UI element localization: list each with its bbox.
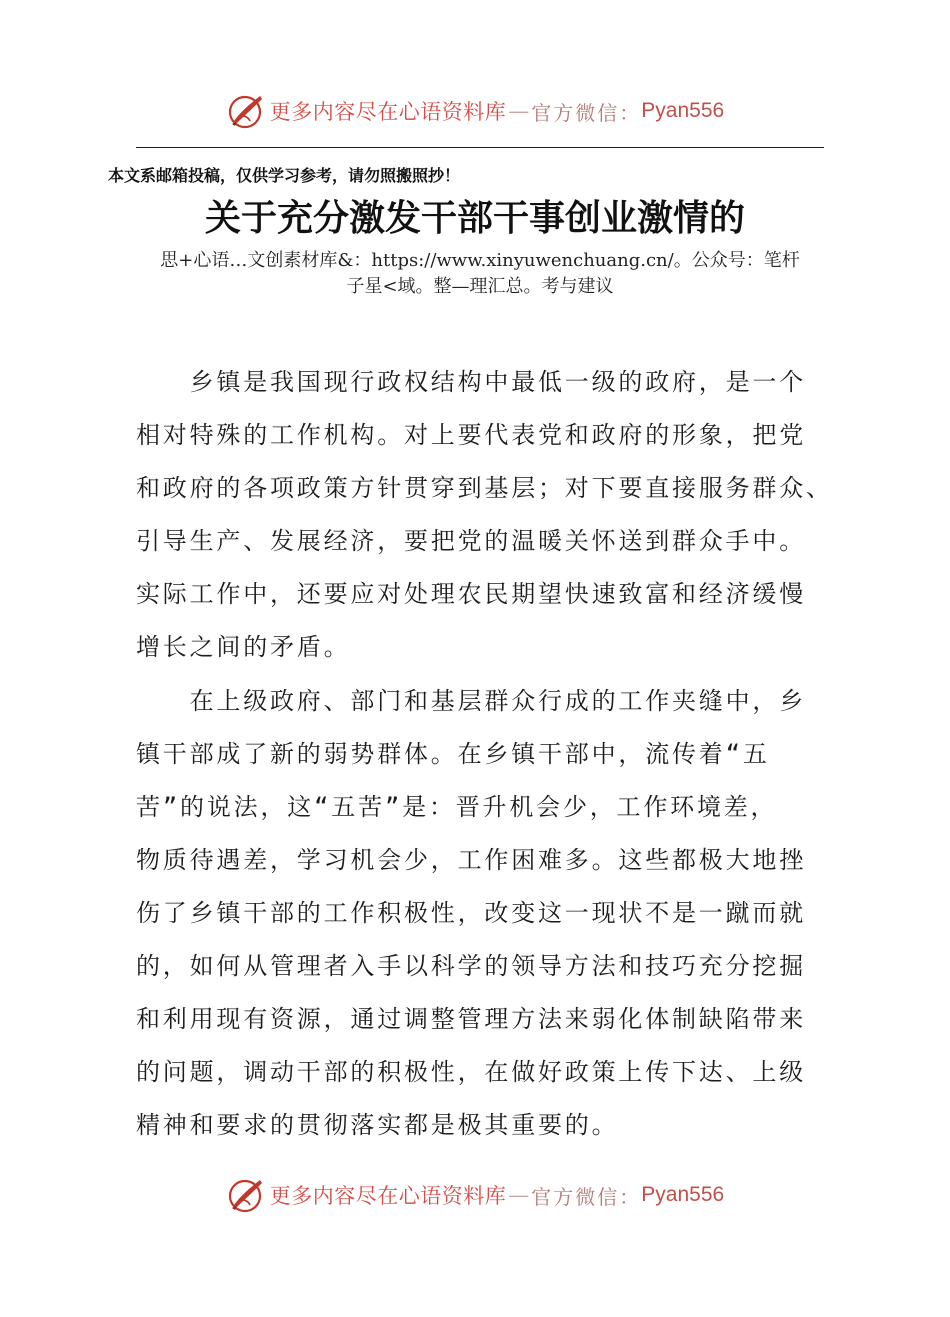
- banner-dash: —: [508, 1183, 530, 1207]
- banner-wechat-id: Pyan556: [641, 1183, 725, 1206]
- body-line: 和利用现有资源，通过调整管理方法来弱化体制缺陷带来: [136, 1005, 806, 1033]
- banner-wechat-label: 官方微信：: [531, 100, 642, 125]
- body-line: 增长之间的矛盾。: [136, 633, 351, 661]
- subtitle-line-2: 子星<域。整—理汇总。考与建议: [346, 276, 614, 297]
- header-divider: [136, 147, 824, 148]
- body-line: 和政府的各项政策方针贯穿到基层；对下要直接服务群众、: [136, 474, 833, 502]
- body-line: 的问题，调动干部的积极性，在做好政策上传下达、上级: [136, 1058, 806, 1086]
- body-line: 精神和要求的贯彻落实都是极其重要的。: [136, 1111, 619, 1139]
- subtitle-line-1: 思+心语…文创素材库&：https://www.xinyuwenchuang.cn/。公众号：笔杆: [160, 250, 800, 271]
- body-line: 乡镇是我国现行政权结构中最低一级的政府，是一个: [136, 368, 806, 396]
- submission-notice: 本文系邮箱投稿，仅供学习参考，请勿照搬照抄！: [108, 166, 461, 185]
- body-line: 的，如何从管理者入手以科学的领导方法和技巧充分挖掘: [136, 952, 806, 980]
- banner-slogan: 更多内容尽在心语资料库: [269, 1184, 507, 1208]
- body-line: 引导生产、发展经济，要把党的温暖关怀送到群众手中。: [136, 527, 806, 555]
- body-line: 镇干部成了新的弱势群体。在乡镇干部中，流传着“五: [136, 740, 770, 768]
- banner-wechat-label: 官方微信：: [531, 1184, 642, 1209]
- body-line: 实际工作中，还要应对处理农民期望快速致富和经济缓慢: [136, 580, 806, 608]
- footer-banner: [0, 1170, 950, 1220]
- body-line: 在上级政府、部门和基层群众行成的工作夹缝中，乡: [136, 687, 806, 715]
- body-line: 苦”的说法，这“五苦”是：晋升机会少，工作环境差，: [136, 793, 778, 821]
- body-line: 相对特殊的工作机构。对上要代表党和政府的形象，把党: [136, 421, 806, 449]
- body-line: 伤了乡镇干部的工作积极性，改变这一现状不是一蹴而就: [136, 899, 806, 927]
- document-title: 关于充分激发干部干事创业激情的: [204, 197, 745, 239]
- banner-slogan: 更多内容尽在心语资料库: [269, 100, 507, 124]
- pen-nib-logo-icon: [226, 1175, 266, 1215]
- header-banner: [0, 86, 950, 136]
- banner-wechat-id: Pyan556: [641, 99, 725, 122]
- banner-dash: —: [508, 99, 530, 123]
- pen-nib-logo-icon: [226, 91, 266, 131]
- body-line: 物质待遇差，学习机会少，工作困难多。这些都极大地挫: [136, 846, 806, 874]
